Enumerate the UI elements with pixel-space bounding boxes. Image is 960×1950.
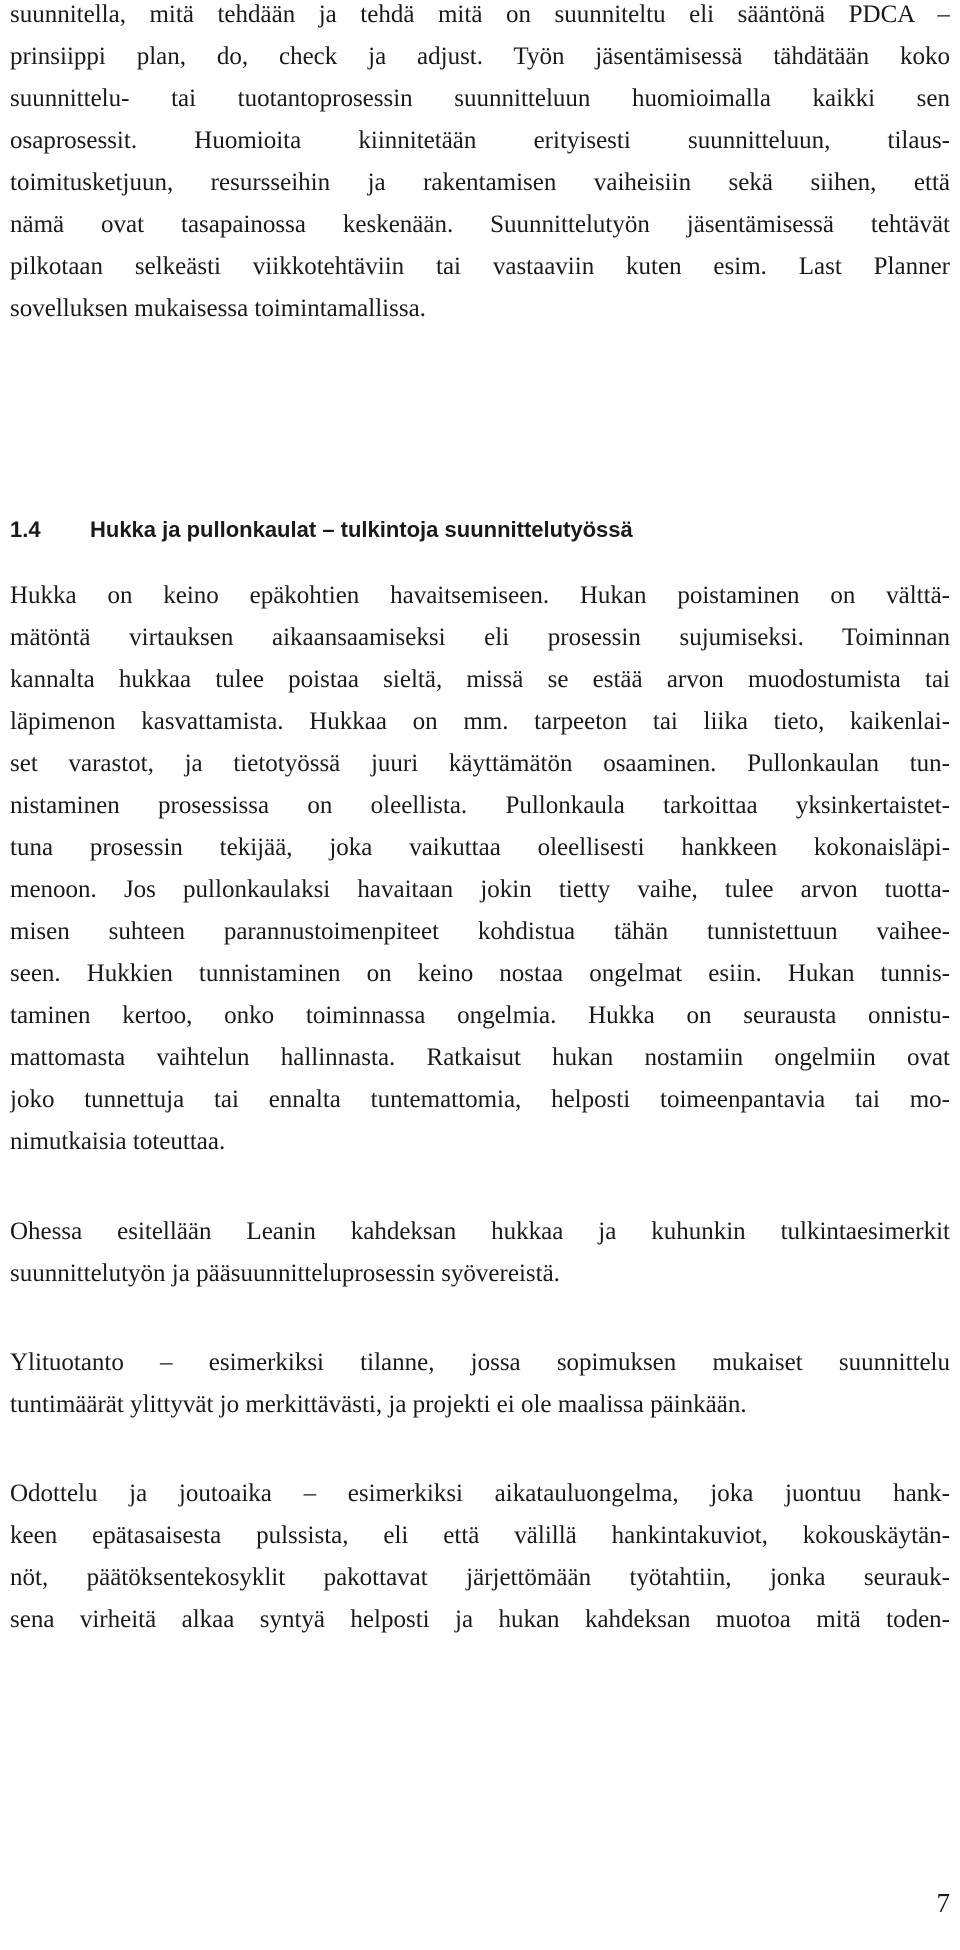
text-line: osaprosessit. Huomioita kiinnitetään erityisesti suunnitteluun, tilaus- [10,127,950,154]
text-line: Ohessa esitellään Leanin kahdeksan hukkaa ja kuhunkin tulkintaesimerkit [10,1218,950,1245]
text-line: nimutkaisia toteuttaa. [10,1128,226,1155]
text-line: tuntimäärät ylittyvät jo merkittävästi, ja projekti ei ole maalissa päinkään. [10,1391,747,1418]
text-line: prinsiippi plan, do, check ja adjust. Työn jäsentämisessä tähdätään koko [10,43,950,70]
text-line: sena virheitä alkaa syntyä helposti ja hukan kahdeksan muotoa mitä toden- [10,1606,950,1633]
text-line: seen. Hukkien tunnistaminen on keino nostaa ongelmat esiin. Hukan tunnis- [10,960,950,987]
text-line: nistaminen prosessissa on oleellista. Pullonkaula tarkoittaa yksinkertaistet- [10,792,950,819]
text-line: tuna prosessin tekijää, joka vaikuttaa oleellisesti hankkeen kokonaisläpi- [10,834,950,861]
section-title: Hukka ja pullonkaulat – tulkintoja suunnittelutyössä [90,517,633,542]
text-line: joko tunnettuja tai ennalta tuntemattomia, helposti toimeenpantavia tai mo- [10,1086,950,1113]
text-line: Ylituotanto – esimerkiksi tilanne, jossa sopimuksen mukaiset suunnittelu [10,1349,950,1376]
page-number: 7 [936,1888,950,1918]
text-line: toimitusketjuun, resursseihin ja rakentamisen vaiheisiin sekä siihen, että [10,169,950,196]
text-line: misen suhteen parannustoimenpiteet kohdistua tähän tunnistettuun vaihee- [10,918,950,945]
text-line: keen epätasaisesta pulssista, eli että välillä hankintakuviot, kokouskäytän- [10,1522,950,1549]
text-line: sovelluksen mukaisessa toimintamallissa. [10,295,426,322]
text-line: suunnittelu- tai tuotantoprosessin suunnitteluun huomioimalla kaikki sen [10,85,950,112]
text-line: set varastot, ja tietotyössä juuri käyttämätön osaaminen. Pullonkaulan tun- [10,750,950,777]
text-line: nöt, päätöksentekosyklit pakottavat järjettömään työtahtiin, jonka seurauk- [10,1564,950,1591]
text-line: mätöntä virtauksen aikaansaamiseksi eli prosessin sujumiseksi. Toiminnan [10,624,950,651]
text-line: kannalta hukkaa tulee poistaa sieltä, missä se estää arvon muodostumista tai [10,666,950,693]
text-line: Hukka on keino epäkohtien havaitsemiseen. Hukan poistaminen on välttä- [10,582,950,609]
text-line: pilkotaan selkeästi viikkotehtäviin tai vastaaviin kuten esim. Last Planner [10,253,950,280]
text-line: suunnitella, mitä tehdään ja tehdä mitä on suunniteltu eli sääntönä PDCA – [10,1,950,28]
text-line: läpimenon kasvattamista. Hukkaa on mm. tarpeeton tai liika tieto, kaikenlai- [10,708,950,735]
text-line: mattomasta vaihtelun hallinnasta. Ratkaisut hukan nostamiin ongelmiin ovat [10,1044,950,1071]
text-line: Odottelu ja joutoaika – esimerkiksi aikatauluongelma, joka juontuu hank- [10,1480,950,1507]
text-line: menoon. Jos pullonkaulaksi havaitaan jokin tietty vaihe, tulee arvon tuotta- [10,876,950,903]
text-line: nämä ovat tasapainossa keskenään. Suunnittelutyön jäsentämisessä tehtävät [10,211,950,238]
section-number: 1.4 [10,517,41,542]
section-heading [10,513,633,547]
text-line: taminen kertoo, onko toiminnassa ongelmia. Hukka on seurausta onnistu- [10,1002,950,1029]
text-line: suunnittelutyön ja pääsuunnitteluprosessin syövereistä. [10,1260,560,1287]
